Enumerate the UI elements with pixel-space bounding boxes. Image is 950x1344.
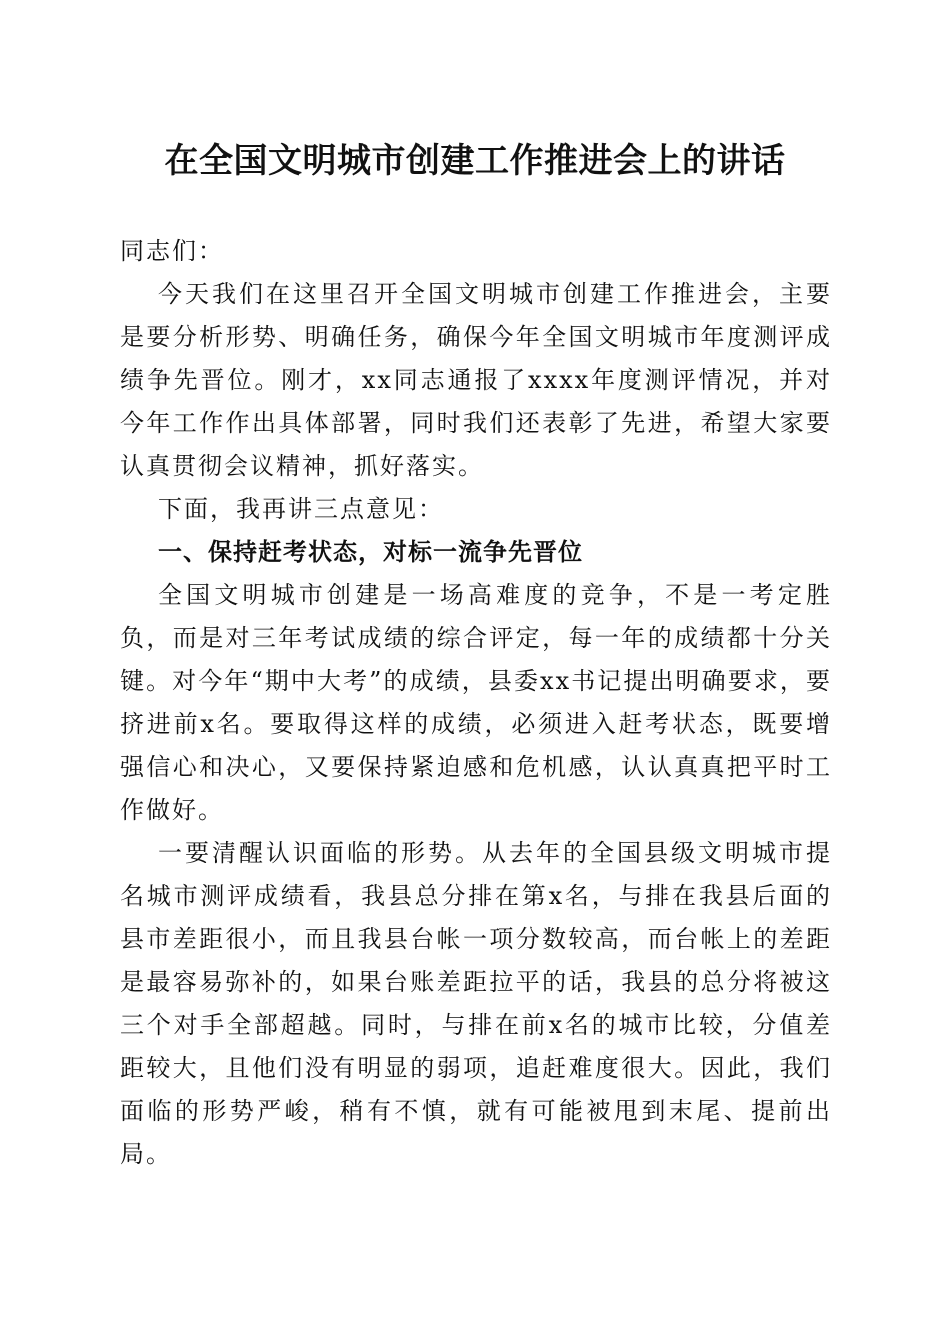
paragraph-section-1: 全国文明城市创建是一场高难度的竞争，不是一考定胜负，而是对三年考试成绩的综合评定，每一年的成绩都十分关键。对今年“期中大考”的成绩，县委xx书记提出明确要求，要挤进前x名。要取得这样的成绩，必须进入赶考状态，既要增强信心和决心，又要保持紧迫感和危机感，认认真真把平时工作做好。: [120, 581, 832, 824]
document-title: 在全国文明城市创建工作推进会上的讲话: [164, 141, 786, 181]
salutation: 同志们：: [120, 237, 224, 265]
section-heading: 一、保持赶考状态，对标一流争先晋位: [158, 538, 583, 566]
paragraph-section-1-point-1: 一要清醒认识面临的形势。从去年的全国县级文明城市提名城市测评成绩看，我县总分排在第x名，与排在我县后面的县市差距很小，而且我县台帐一项分数较高，而台帐上的差距是最容易弥补的，如果台账差距拉平的话，我县的总分将被这三个对手全部超越。同时，与排在前x名的城市比较，分值差距较大，且他们没有明显的弱项，追赶难度很大。因此，我们面临的形势严峻，稍有不慎，就有可能被甩到末尾、提前出局。: [120, 839, 832, 1168]
paragraph-intro: 今天我们在这里召开全国文明城市创建工作推进会，主要是要分析形势、明确任务，确保今年全国文明城市年度测评成绩争先晋位。刚才，xx同志通报了xxxx年度测评情况，并对今年工作作出具体部署，同时我们还表彰了先进，希望大家要认真贯彻会议精神，抓好落实。: [120, 280, 832, 480]
document-body: [120, 230, 832, 1176]
paragraph-transition: 下面，我再讲三点意见：: [158, 495, 444, 523]
